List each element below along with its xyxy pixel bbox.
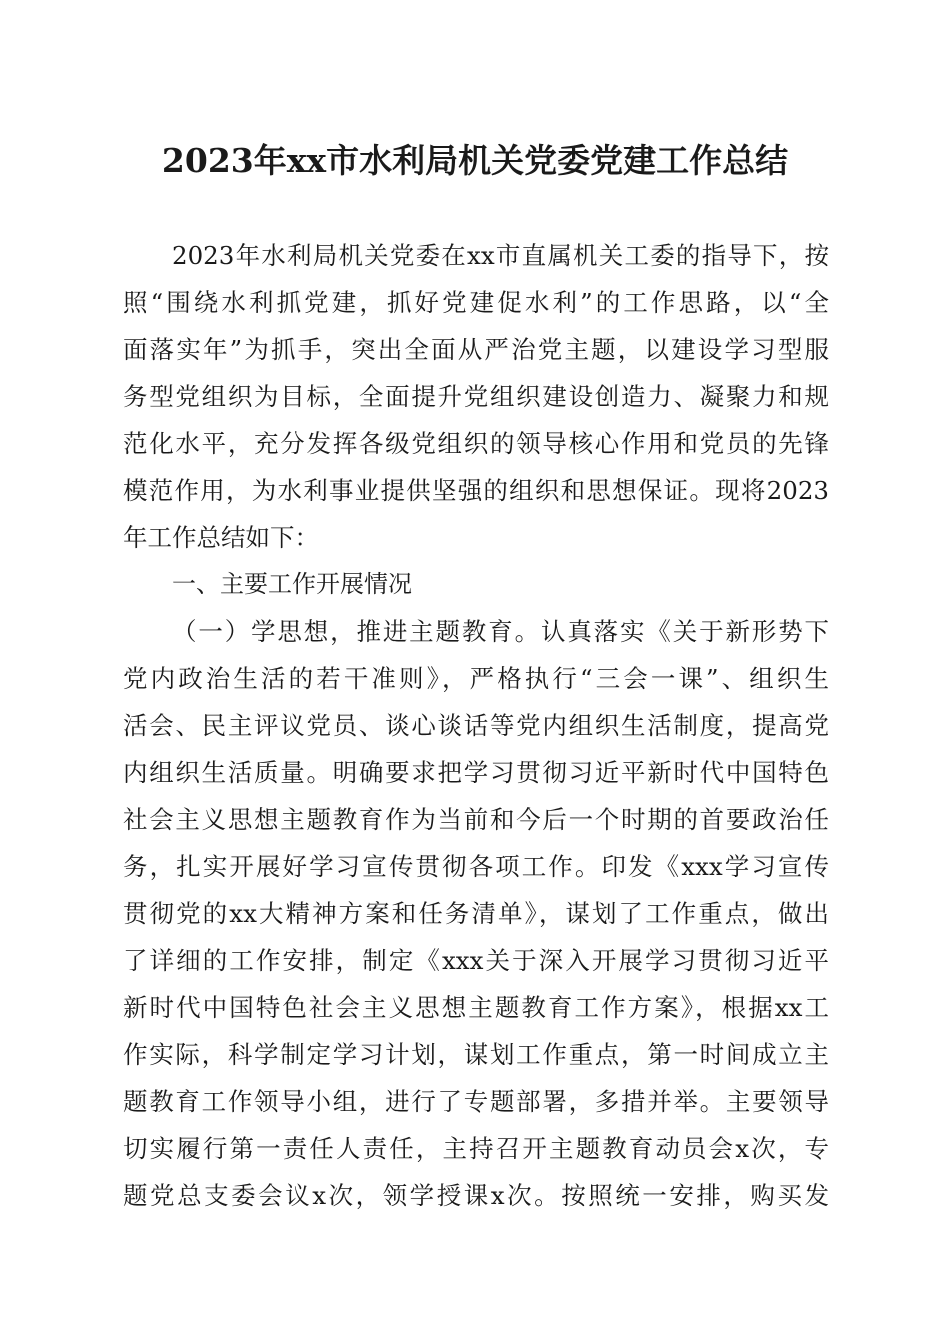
subsection-first-line-text: 认真落实《关于新形势下: [540, 617, 830, 646]
intro-line: 照“围绕水利抓党建，抓好党建促水利”的工作思路，以“全: [123, 288, 829, 317]
subsection-line: 新时代中国特色社会主义思想主题教育工作方案》，根据xx工: [123, 993, 829, 1022]
subsection-line: 务，扎实开展好学习宣传贯彻各项工作。印发《xxx学习宣传: [123, 852, 829, 881]
intro-line: 面落实年”为抓手，突出全面从严治党主题，以建设学习型服: [123, 335, 829, 364]
intro-line: 模范作用，为水利事业提供坚强的组织和思想保证。现将2023: [123, 476, 829, 505]
intro-line: 年工作总结如下：: [123, 523, 319, 552]
subsection-line: 了详细的工作安排，制定《xxx关于深入开展学习贯彻习近平: [123, 946, 829, 975]
subsection-line: 党内政治生活的若干准则》，严格执行“三会一课”、组织生: [123, 664, 829, 693]
intro-line: 务型党组织为目标，全面提升党组织建设创造力、凝聚力和规: [123, 382, 829, 411]
subsection-line: 社会主义思想主题教育作为当前和今后一个时期的首要政治任: [123, 805, 829, 834]
subsection-lead: （一）学思想，推进主题教育。: [172, 617, 541, 646]
subsection-line: 题教育工作领导小组，进行了专题部署，多措并举。主要领导: [123, 1087, 829, 1116]
subsection-line: 切实履行第一责任人责任，主持召开主题教育动员会x次，专: [123, 1134, 829, 1163]
intro-line: 2023年水利局机关党委在xx市直属机关工委的指导下，按: [172, 241, 829, 270]
subsection-line: 活会、民主评议党员、谈心谈话等党内组织生活制度，提高党: [123, 711, 829, 740]
subsection-line: 题党总支委会议x次，领学授课x次。按照统一安排，购买发: [123, 1181, 829, 1210]
document-title: 2023年xx市水利局机关党委党建工作总结: [161, 141, 789, 180]
document-body: [123, 232, 829, 1219]
subsection-line: 贯彻党的xx大精神方案和任务清单》，谋划了工作重点，做出: [123, 899, 829, 928]
subsection-line: 内组织生活质量。明确要求把学习贯彻习近平新时代中国特色: [123, 758, 829, 787]
section-heading: 一、主要工作开展情况: [172, 570, 412, 598]
intro-line: 范化水平，充分发挥各级党组织的领导核心作用和党员的先锋: [123, 429, 829, 458]
subsection-first-line: [123, 608, 829, 655]
subsection-line: 作实际，科学制定学习计划，谋划工作重点，第一时间成立主: [123, 1040, 829, 1069]
